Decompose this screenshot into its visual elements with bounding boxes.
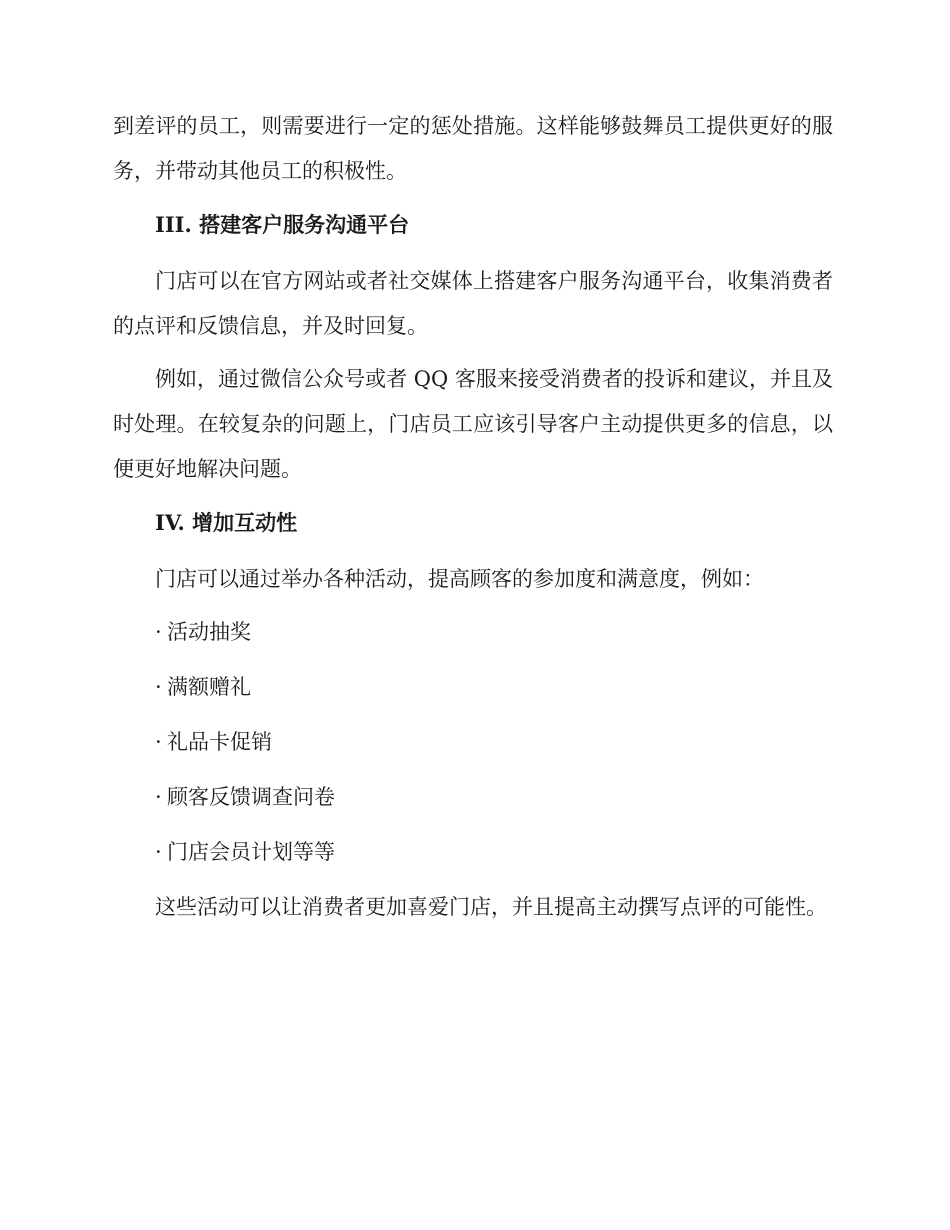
- list-item-label: 礼品卡促销: [167, 730, 272, 754]
- bullet-icon: ·: [155, 620, 162, 644]
- list-item-label: 满额赠礼: [167, 675, 251, 699]
- bullet-icon: ·: [155, 675, 162, 699]
- bullet-icon: ·: [155, 840, 162, 864]
- list-item: [155, 830, 833, 875]
- list-item-label: 门店会员计划等等: [167, 840, 335, 864]
- paragraph-activities: 门店可以通过举办各种活动，提高顾客的参加度和满意度，例如：: [155, 567, 764, 591]
- section-heading-3: III. 搭建客户服务沟通平台: [155, 212, 410, 237]
- paragraph-intro: 到差评的员工，则需要进行一定的惩处措施。这样能够鼓舞员工提供更好的服务，并带动其他员工的积极性。: [113, 114, 833, 183]
- paragraph-example: 例如，通过微信公众号或者 QQ 客服来接受消费者的投诉和建议，并且及时处理。在较复杂的问题上，门店员工应该引导客户主动提供更多的信息，以便更好地解决问题。: [113, 367, 833, 481]
- list-item-label: 顾客反馈调查问卷: [167, 785, 335, 809]
- paragraph-platform: 门店可以在官方网站或者社交媒体上搭建客户服务沟通平台，收集消费者的点评和反馈信息，并及时回复。: [113, 269, 833, 338]
- list-item: [155, 720, 833, 765]
- paragraph-conclusion: 这些活动可以让消费者更加喜爱门店，并且提高主动撰写点评的可能性。: [155, 895, 827, 919]
- bullet-icon: ·: [155, 730, 162, 754]
- list-item: [155, 610, 833, 655]
- list-item: [155, 665, 833, 710]
- list-item: [155, 775, 833, 820]
- section-heading-4: IV. 增加互动性: [155, 510, 298, 535]
- activity-list: [113, 610, 833, 875]
- bullet-icon: ·: [155, 785, 162, 809]
- list-item-label: 活动抽奖: [167, 620, 251, 644]
- document-page: [113, 104, 833, 938]
